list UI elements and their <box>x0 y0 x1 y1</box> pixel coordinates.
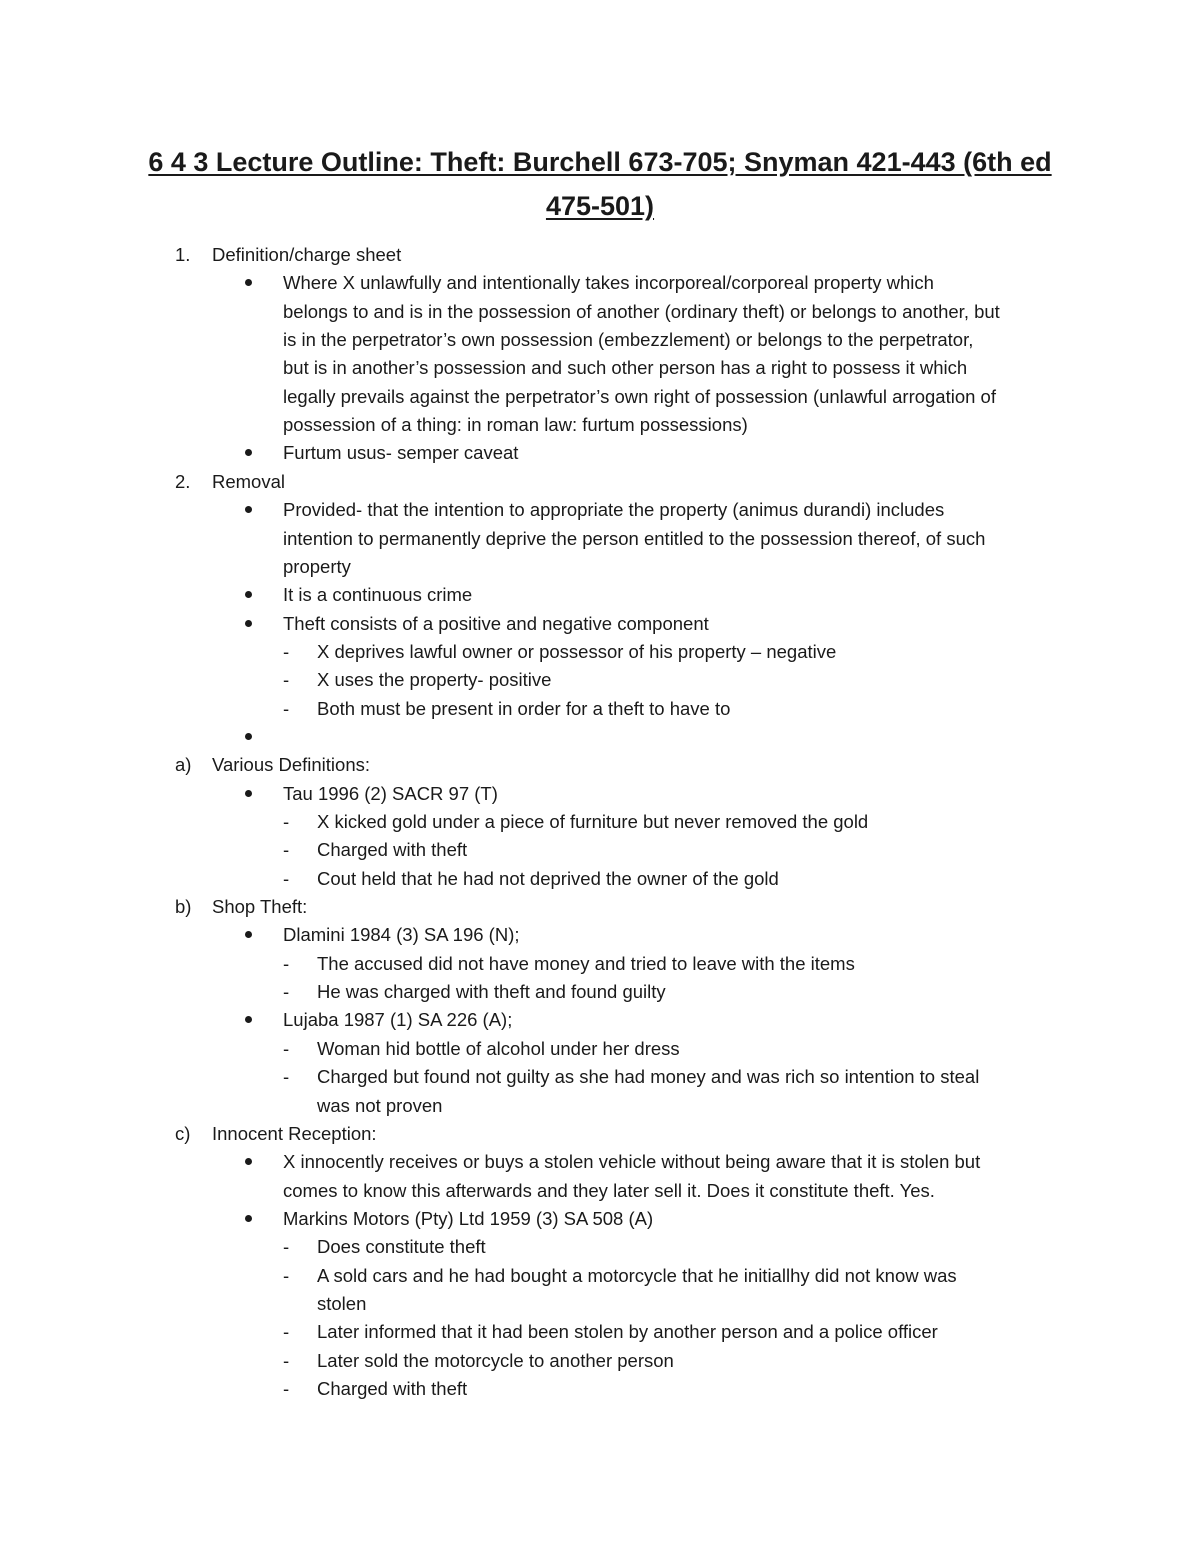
bullet-icon <box>245 1016 252 1023</box>
outline-line <box>0 1262 1200 1290</box>
list-marker-dash: - <box>283 981 290 1003</box>
list-marker: 2. <box>175 470 191 492</box>
bullet-icon <box>245 733 252 740</box>
outline-line <box>0 354 1200 382</box>
line-text: Both must be present in order for a theft to have to <box>317 697 731 719</box>
line-text: Cout held that he had not deprived the owner of the gold <box>317 867 779 889</box>
list-marker-dash: - <box>283 1236 290 1258</box>
line-text: Various Definitions: <box>212 754 371 776</box>
line-text: Shop Theft: <box>212 896 308 918</box>
line-text: Innocent Reception: <box>212 1122 377 1144</box>
bullet-icon <box>245 620 252 627</box>
outline-line <box>0 638 1200 666</box>
line-text: stolen <box>317 1292 367 1314</box>
outline-line <box>0 610 1200 638</box>
list-marker-dash: - <box>283 1066 290 1088</box>
outline-line <box>0 1120 1200 1148</box>
outline-line <box>0 581 1200 609</box>
line-text: is in the perpetrator’s own possession (embezzlement) or belongs to the perpetrator, <box>283 329 974 351</box>
line-text: was not proven <box>317 1094 443 1116</box>
outline-line <box>0 525 1200 553</box>
list-marker-dash: - <box>283 1321 290 1343</box>
list-marker-dash: - <box>283 640 290 662</box>
outline-line <box>0 241 1200 269</box>
line-text: possession of a thing: in roman law: furtum possessions) <box>283 414 748 436</box>
outline-line <box>0 865 1200 893</box>
outline-line <box>0 780 1200 808</box>
outline-line <box>0 1205 1200 1233</box>
line-text: Later sold the motorcycle to another person <box>317 1349 674 1371</box>
outline-line <box>0 836 1200 864</box>
outline-line <box>0 411 1200 439</box>
line-text: Furtum usus- semper caveat <box>283 442 519 464</box>
outline-line <box>0 666 1200 694</box>
outline-line <box>0 893 1200 921</box>
outline-line <box>0 383 1200 411</box>
line-text: Provided- that the intention to appropriate the property (animus durandi) includes <box>283 499 945 521</box>
line-text: property <box>283 555 351 577</box>
outline-line <box>0 1375 1200 1403</box>
line-text: Dlamini 1984 (3) SA 196 (N); <box>283 924 520 946</box>
line-text: comes to know this afterwards and they later sell it. Does it constitute theft. Yes. <box>283 1179 935 1201</box>
line-text: Removal <box>212 470 285 492</box>
list-marker-dash: - <box>283 697 290 719</box>
line-text: X innocently receives or buys a stolen vehicle without being aware that it is stolen but <box>283 1151 981 1173</box>
list-marker: c) <box>175 1122 191 1144</box>
list-marker: b) <box>175 896 192 918</box>
bullet-icon <box>245 506 252 513</box>
line-text: Charged with theft <box>317 839 468 861</box>
outline-line <box>0 1347 1200 1375</box>
bullet-icon <box>245 279 252 286</box>
outline-line <box>0 1177 1200 1205</box>
line-text: Where X unlawfully and intentionally takes incorporeal/corporeal property which <box>283 272 934 294</box>
outline-line <box>0 921 1200 949</box>
line-text: but is in another’s possession and such other person has a right to possess it which <box>283 357 968 379</box>
line-text: belongs to and is in the possession of another (ordinary theft) or belongs to another, but <box>283 300 1000 322</box>
line-text: Theft consists of a positive and negative component <box>283 612 709 634</box>
line-text: Definition/charge sheet <box>212 244 402 265</box>
document-title: 6 4 3 Lecture Outline: Theft: Burchell 673-705; Snyman 421-443 (6th ed 475-501) <box>148 147 1052 221</box>
bullet-icon <box>245 1215 252 1222</box>
list-marker-dash: - <box>283 867 290 889</box>
outline-line <box>0 1063 1200 1091</box>
list-marker-dash: - <box>283 1037 290 1059</box>
bullet-icon <box>245 449 252 456</box>
outline-line <box>0 1148 1200 1176</box>
line-text: A sold cars and he had bought a motorcycle that he initiallhy did not know was <box>317 1264 957 1286</box>
list-marker-dash: - <box>283 1378 290 1399</box>
line-text: Charged but found not guilty as she had money and was rich so intention to steal <box>317 1066 980 1088</box>
line-text: X deprives lawful owner or possessor of his property – negative <box>317 640 837 662</box>
line-text: Charged with theft <box>317 1378 468 1399</box>
outline-line <box>0 723 1200 751</box>
line-text: Woman hid bottle of alcohol under her dress <box>317 1037 680 1059</box>
line-text: It is a continuous crime <box>283 584 473 606</box>
outline-line <box>0 1318 1200 1346</box>
line-text: legally prevails against the perpetrator’s own right of possession (unlawful arrogation of <box>283 385 996 407</box>
outline-line <box>0 298 1200 326</box>
outline-line <box>0 1035 1200 1063</box>
list-marker-dash: - <box>283 1349 290 1371</box>
line-text: Lujaba 1987 (1) SA 226 (A); <box>283 1009 513 1031</box>
line-text: Later informed that it had been stolen by another person and a police officer <box>317 1321 938 1343</box>
bullet-icon <box>245 1158 252 1165</box>
outline-line <box>0 751 1200 779</box>
list-marker: 1. <box>175 244 191 265</box>
bullet-icon <box>245 790 252 797</box>
bullet-icon <box>245 591 252 598</box>
outline-line <box>0 468 1200 496</box>
outline-line <box>0 439 1200 467</box>
line-text: X kicked gold under a piece of furniture but never removed the gold <box>317 811 869 832</box>
line-text: intention to permanently deprive the person entitled to the possession thereof, of such <box>283 527 986 549</box>
outline-line <box>0 496 1200 524</box>
list-marker: a) <box>175 754 192 776</box>
outline-line <box>0 1290 1200 1318</box>
line-text: The accused did not have money and tried to leave with the items <box>317 952 855 974</box>
outline-line <box>0 326 1200 354</box>
list-marker-dash: - <box>283 952 290 974</box>
line-text: Tau 1996 (2) SACR 97 (T) <box>283 782 498 804</box>
outline-line <box>0 695 1200 723</box>
list-marker-dash: - <box>283 811 290 832</box>
line-text: Markins Motors (Pty) Ltd 1959 (3) SA 508 (A) <box>283 1207 654 1229</box>
outline-line <box>0 950 1200 978</box>
outline-line <box>0 1092 1200 1120</box>
outline-line <box>0 553 1200 581</box>
outline-line <box>0 808 1200 836</box>
outline-line <box>0 269 1200 297</box>
bullet-icon <box>245 931 252 938</box>
outline-line <box>0 1233 1200 1261</box>
list-marker-dash: - <box>283 669 290 691</box>
outline-line <box>0 978 1200 1006</box>
line-text: He was charged with theft and found guilty <box>317 981 666 1003</box>
list-marker-dash: - <box>283 839 290 861</box>
outline-line <box>0 1006 1200 1034</box>
list-marker-dash: - <box>283 1264 290 1286</box>
line-text: X uses the property- positive <box>317 669 552 691</box>
line-text: Does constitute theft <box>317 1236 486 1258</box>
